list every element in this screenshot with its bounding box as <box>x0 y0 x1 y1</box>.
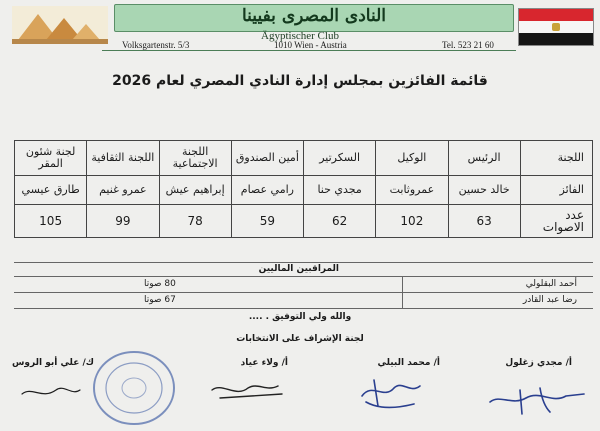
signatory-name: ك/ علي أبو الروس <box>12 358 95 368</box>
club-telephone: Tel. 523 21 60 <box>442 40 494 50</box>
committee-cell: السكرتير <box>304 141 376 176</box>
table-row-votes <box>15 205 593 238</box>
observers-heading: المراقبين الماليين <box>258 264 339 274</box>
votes-cell: 105 <box>15 205 87 238</box>
winner-cell: طارق عيسي <box>15 176 87 205</box>
signatory-name: أ/ ولاء عياد <box>240 358 288 368</box>
signature-mark <box>362 380 420 408</box>
winner-cell: عمرو غنيم <box>87 176 159 205</box>
closing-phrase: والله ولي التوفيق . .... <box>248 312 352 322</box>
divider <box>14 276 593 277</box>
committee-cell: لجنة شئون المقر <box>15 141 87 176</box>
votes-cell: 102 <box>376 205 448 238</box>
signature-mark <box>490 388 584 414</box>
committee-cell: الوكيل <box>376 141 448 176</box>
row-label-winner: الفائز <box>520 176 592 205</box>
handwritten-signatures <box>0 360 600 431</box>
signature-mark <box>22 388 80 394</box>
observer-votes: 80 صوتا <box>144 279 176 289</box>
results-table <box>14 140 593 238</box>
votes-cell: 99 <box>87 205 159 238</box>
votes-cell: 63 <box>448 205 520 238</box>
club-city: 1010 Wien - Austria <box>274 40 347 50</box>
winner-cell: خالد حسين <box>448 176 520 205</box>
table-row-winner <box>15 176 593 205</box>
financial-observers <box>14 262 593 310</box>
committee-cell: اللجنة الثقافية <box>87 141 159 176</box>
supervising-committee-heading: لجنة الإشراف على الانتخابات <box>236 334 364 344</box>
winner-cell: عمروثابت <box>376 176 448 205</box>
votes-cell: 62 <box>304 205 376 238</box>
row-label-votes: عدد الاصوات <box>520 205 592 238</box>
document-title: قائمة الفائزين بمجلس إدارة النادي المصري لعام 2026 <box>112 73 488 89</box>
divider <box>402 276 403 308</box>
committee-cell: أمين الصندوق <box>231 141 303 176</box>
votes-cell: 78 <box>159 205 231 238</box>
club-name-german: Ägyptischer Club <box>261 30 339 42</box>
observer-name: أحمد البقلولي <box>525 279 577 289</box>
club-address: Volksgartenstr. 5/3 <box>122 40 190 50</box>
club-name-banner <box>114 4 514 32</box>
votes-cell: 59 <box>231 205 303 238</box>
observer-name: رضا عبد القادر <box>522 295 577 305</box>
winner-cell: مجدي حنا <box>304 176 376 205</box>
row-label-committee: اللجنة <box>520 141 592 176</box>
signatory-name: أ/ محمد البيلي <box>377 358 440 368</box>
egypt-flag-icon <box>518 8 594 46</box>
signature-mark <box>212 386 282 398</box>
divider <box>14 292 593 293</box>
committee-cell: اللجنة الاجتماعية <box>159 141 231 176</box>
observer-votes: 67 صوتا <box>144 295 176 305</box>
table-row-committee <box>15 141 593 176</box>
divider <box>14 262 593 263</box>
club-name-arabic: النادى المصرى بفيينا <box>242 6 386 26</box>
committee-cell: الرئيس <box>448 141 520 176</box>
divider <box>14 308 593 309</box>
winner-cell: إبراهيم عيش <box>159 176 231 205</box>
signatory-name: أ/ مجدي زغلول <box>505 358 572 368</box>
letterhead <box>6 4 594 48</box>
winner-cell: رامي عصام <box>231 176 303 205</box>
